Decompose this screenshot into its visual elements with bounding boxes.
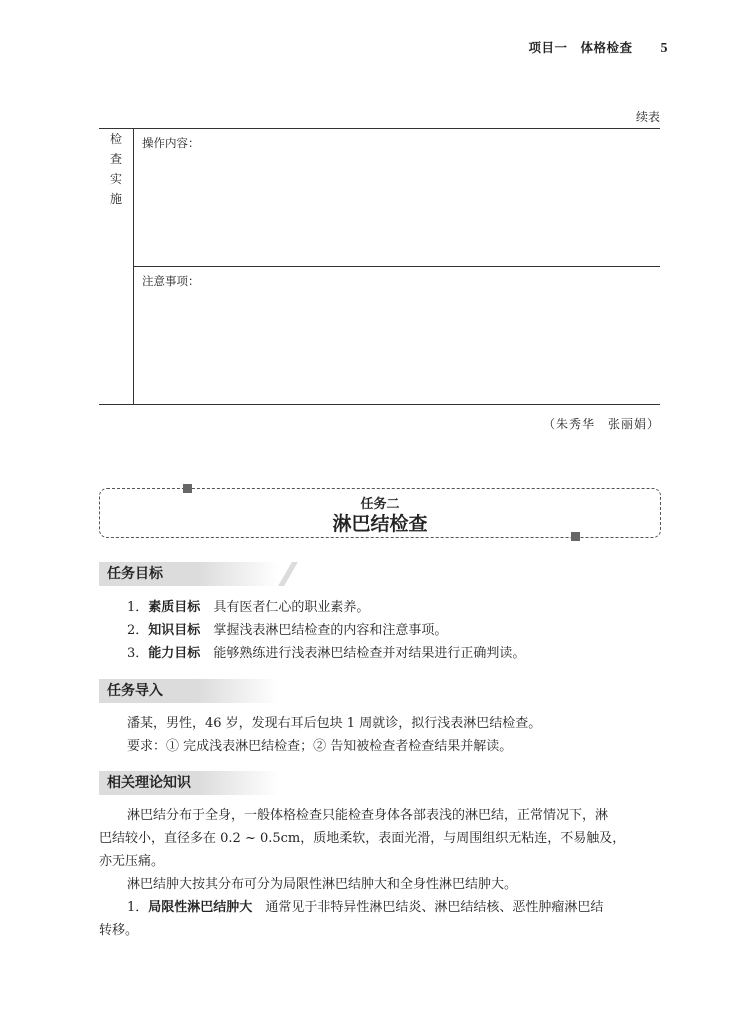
section-heading-intro: 任务导入 — [99, 679, 279, 703]
goal-item: 2．知识目标 掌握浅表淋巴结检查的内容和注意事项。 — [127, 623, 448, 638]
operation-label: 操作内容： — [141, 136, 200, 150]
notes-label: 注意事项： — [141, 274, 200, 288]
page-number: 5 — [660, 41, 668, 56]
goal-item: 3．能力目标 能够熟练进行浅表淋巴结检查并对结果进行正确判读。 — [127, 646, 526, 661]
goal-item: 1．素质目标 具有医者仁心的职业素养。 — [127, 600, 370, 615]
task-title-box — [99, 488, 661, 538]
section-heading-goals: 任务目标 — [99, 562, 279, 586]
running-header — [528, 38, 668, 57]
decor-square-bottom — [571, 532, 580, 541]
goals-list — [127, 596, 667, 665]
operation-content-cell — [134, 129, 660, 267]
decor-square-top — [183, 484, 192, 493]
side-label: 检 查 实 施 — [99, 129, 133, 405]
exam-table — [99, 128, 660, 405]
task-title: 淋巴结检查 — [332, 513, 428, 535]
section-heading-theory: 相关理论知识 — [99, 771, 279, 795]
authors: （朱秀华 张丽娟） — [542, 417, 660, 431]
continued-label: 续表 — [635, 110, 660, 124]
header-section: 项目一 体格检查 — [528, 40, 633, 55]
notes-cell — [134, 267, 660, 404]
task-number: 任务二 — [360, 497, 400, 512]
theory-text: 淋巴结分布于全身，一般体格检查只能检查身体各部表浅的淋巴结，正常情况下，淋 巴结较小，直径多在 0.2 ~ 0.5cm，质地柔软，表面光滑，与周围组织无粘连，不易触及， 亦无压痛。 淋巴结肿大按其分布可分为局限性淋巴结肿大和全身性淋巴结肿大。 1．局限性淋巴结肿大 通常见于非特异性淋巴结炎、淋巴结结核、恶性肿瘤淋巴结 转移。 — [99, 808, 626, 938]
intro-text: 潘某，男性，46 岁，发现右耳后包块 1 周就诊，拟行浅表淋巴结检查。 要求：① 完成浅表淋巴结检查；② 告知被检查者检查结果并解读。 — [127, 716, 542, 754]
